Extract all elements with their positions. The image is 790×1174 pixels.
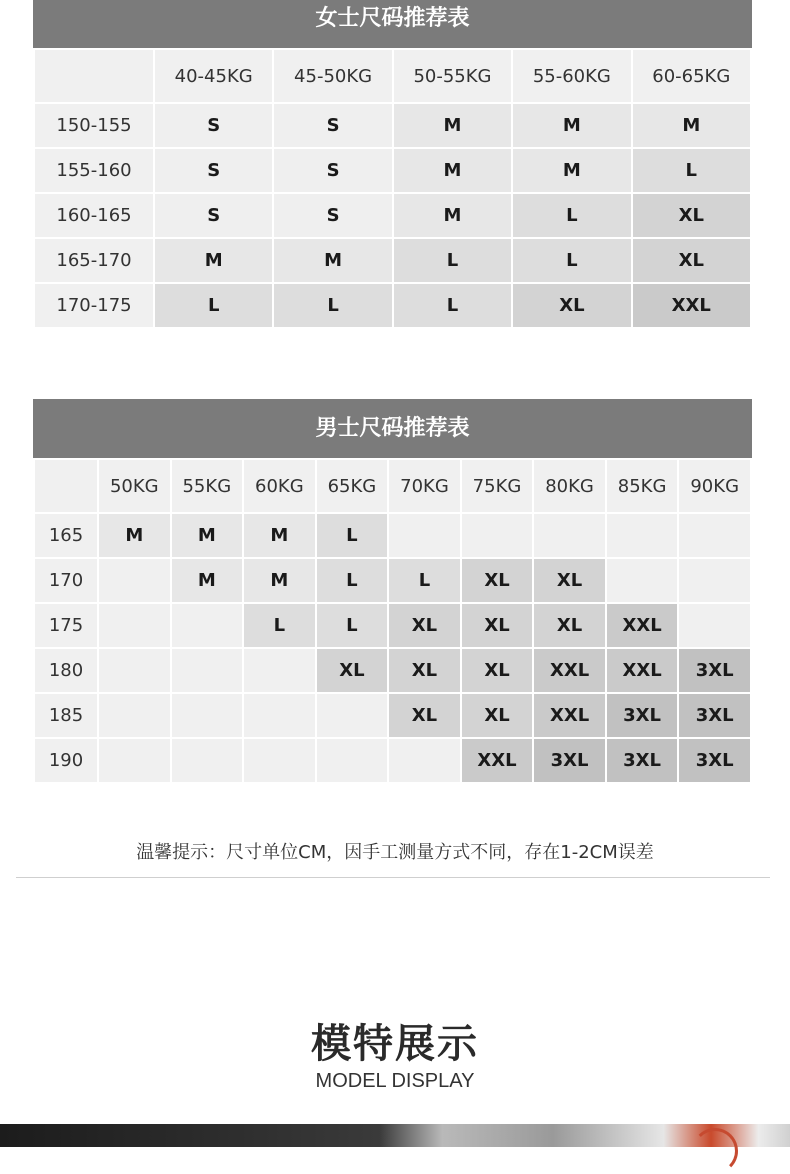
- header-weight-cell: 40-45KG: [155, 50, 272, 102]
- size-cell: M: [394, 104, 511, 147]
- header-weight-cell: 70KG: [389, 460, 460, 512]
- height-label-cell: 185: [35, 694, 97, 737]
- size-cell: XL: [534, 559, 605, 602]
- size-cell: XXL: [607, 649, 678, 692]
- size-cell: L: [513, 239, 630, 282]
- women-header-row: [35, 50, 750, 102]
- size-cell: [244, 649, 315, 692]
- size-cell: [172, 739, 243, 782]
- height-label-cell: 175: [35, 604, 97, 647]
- size-cell: M: [394, 149, 511, 192]
- size-cell: [99, 694, 170, 737]
- size-cell: XL: [317, 649, 388, 692]
- model-display-title: 模特展示: [311, 1021, 479, 1067]
- size-cell: XL: [389, 649, 460, 692]
- size-cell: 3XL: [607, 739, 678, 782]
- size-cell: XL: [462, 649, 533, 692]
- size-cell: M: [274, 239, 391, 282]
- men-header-row: [35, 460, 750, 512]
- size-cell: S: [274, 194, 391, 237]
- size-cell: XL: [633, 239, 750, 282]
- men-table-title: 男士尺码推荐表: [33, 399, 752, 458]
- size-cell: M: [244, 559, 315, 602]
- height-label-cell: 165-170: [35, 239, 153, 282]
- size-cell: XL: [462, 604, 533, 647]
- size-cell: 3XL: [607, 694, 678, 737]
- size-cell: S: [274, 149, 391, 192]
- size-cell: [679, 514, 750, 557]
- size-cell: S: [155, 194, 272, 237]
- table-row: [35, 239, 750, 282]
- size-cell: [462, 514, 533, 557]
- size-cell: M: [172, 514, 243, 557]
- size-cell: [389, 514, 460, 557]
- height-label-cell: 180: [35, 649, 97, 692]
- men-table-grid: [33, 458, 752, 784]
- size-cell: [172, 694, 243, 737]
- header-weight-cell: 55-60KG: [513, 50, 630, 102]
- size-cell: [607, 514, 678, 557]
- height-label-cell: 170-175: [35, 284, 153, 327]
- size-cell: L: [633, 149, 750, 192]
- header-corner-cell: [35, 50, 153, 102]
- women-table-grid: [33, 48, 752, 329]
- section-divider: [16, 877, 770, 878]
- table-row: [35, 649, 750, 692]
- size-cell: 3XL: [679, 649, 750, 692]
- height-label-cell: 190: [35, 739, 97, 782]
- height-label-cell: 155-160: [35, 149, 153, 192]
- size-cell: [679, 604, 750, 647]
- size-cell: L: [394, 284, 511, 327]
- size-cell: L: [274, 284, 391, 327]
- size-cell: S: [155, 104, 272, 147]
- table-row: [35, 604, 750, 647]
- size-cell: L: [317, 604, 388, 647]
- size-cell: [172, 604, 243, 647]
- size-cell: XXL: [607, 604, 678, 647]
- header-weight-cell: 60KG: [244, 460, 315, 512]
- size-cell: [679, 559, 750, 602]
- table-row: [35, 284, 750, 327]
- size-cell: XL: [389, 694, 460, 737]
- size-cell: L: [155, 284, 272, 327]
- size-cell: L: [317, 514, 388, 557]
- table-row: [35, 559, 750, 602]
- size-cell: M: [513, 104, 630, 147]
- size-cell: 3XL: [679, 739, 750, 782]
- size-cell: 3XL: [679, 694, 750, 737]
- size-cell: XXL: [534, 694, 605, 737]
- size-cell: L: [317, 559, 388, 602]
- size-cell: XL: [462, 694, 533, 737]
- size-cell: L: [513, 194, 630, 237]
- photo-accent-shape: [692, 1128, 738, 1174]
- header-weight-cell: 65KG: [317, 460, 388, 512]
- size-cell: M: [394, 194, 511, 237]
- size-cell: M: [99, 514, 170, 557]
- table-row: [35, 694, 750, 737]
- model-photo: [0, 1124, 790, 1147]
- men-size-table: [33, 399, 752, 784]
- size-cell: [607, 559, 678, 602]
- header-weight-cell: 75KG: [462, 460, 533, 512]
- size-cell: XXL: [534, 649, 605, 692]
- header-weight-cell: 50-55KG: [394, 50, 511, 102]
- size-cell: [99, 649, 170, 692]
- size-cell: L: [394, 239, 511, 282]
- size-cell: [244, 739, 315, 782]
- size-cell: M: [633, 104, 750, 147]
- height-label-cell: 170: [35, 559, 97, 602]
- table-row: [35, 149, 750, 192]
- height-label-cell: 165: [35, 514, 97, 557]
- size-cell: [317, 739, 388, 782]
- table-row: [35, 104, 750, 147]
- size-cell: M: [172, 559, 243, 602]
- model-display-subtitle: MODEL DISPLAY: [315, 1070, 475, 1092]
- measurement-note: 温馨提示：尺寸单位CM，因手工测量方式不同，存在1-2CM误差: [136, 842, 654, 863]
- header-corner-cell: [35, 460, 97, 512]
- size-cell: [317, 694, 388, 737]
- size-cell: 3XL: [534, 739, 605, 782]
- height-label-cell: 160-165: [35, 194, 153, 237]
- size-cell: [389, 739, 460, 782]
- header-weight-cell: 60-65KG: [633, 50, 750, 102]
- size-cell: M: [155, 239, 272, 282]
- header-weight-cell: 45-50KG: [274, 50, 391, 102]
- size-cell: [534, 514, 605, 557]
- size-cell: L: [244, 604, 315, 647]
- size-cell: S: [274, 104, 391, 147]
- size-cell: XXL: [633, 284, 750, 327]
- size-cell: [244, 694, 315, 737]
- size-cell: [99, 739, 170, 782]
- size-cell: XL: [534, 604, 605, 647]
- size-cell: [99, 559, 170, 602]
- size-cell: XXL: [462, 739, 533, 782]
- size-cell: XL: [513, 284, 630, 327]
- table-row: [35, 739, 750, 782]
- size-cell: XL: [389, 604, 460, 647]
- header-weight-cell: 80KG: [534, 460, 605, 512]
- height-label-cell: 150-155: [35, 104, 153, 147]
- size-cell: M: [244, 514, 315, 557]
- size-cell: S: [155, 149, 272, 192]
- women-size-table: [33, 0, 752, 329]
- size-cell: XL: [462, 559, 533, 602]
- size-cell: L: [389, 559, 460, 602]
- table-row: [35, 514, 750, 557]
- size-cell: [172, 649, 243, 692]
- women-table-title: 女士尺码推荐表: [33, 0, 752, 48]
- header-weight-cell: 90KG: [679, 460, 750, 512]
- size-cell: XL: [633, 194, 750, 237]
- size-cell: [99, 604, 170, 647]
- header-weight-cell: 85KG: [607, 460, 678, 512]
- header-weight-cell: 50KG: [99, 460, 170, 512]
- header-weight-cell: 55KG: [172, 460, 243, 512]
- table-row: [35, 194, 750, 237]
- size-cell: M: [513, 149, 630, 192]
